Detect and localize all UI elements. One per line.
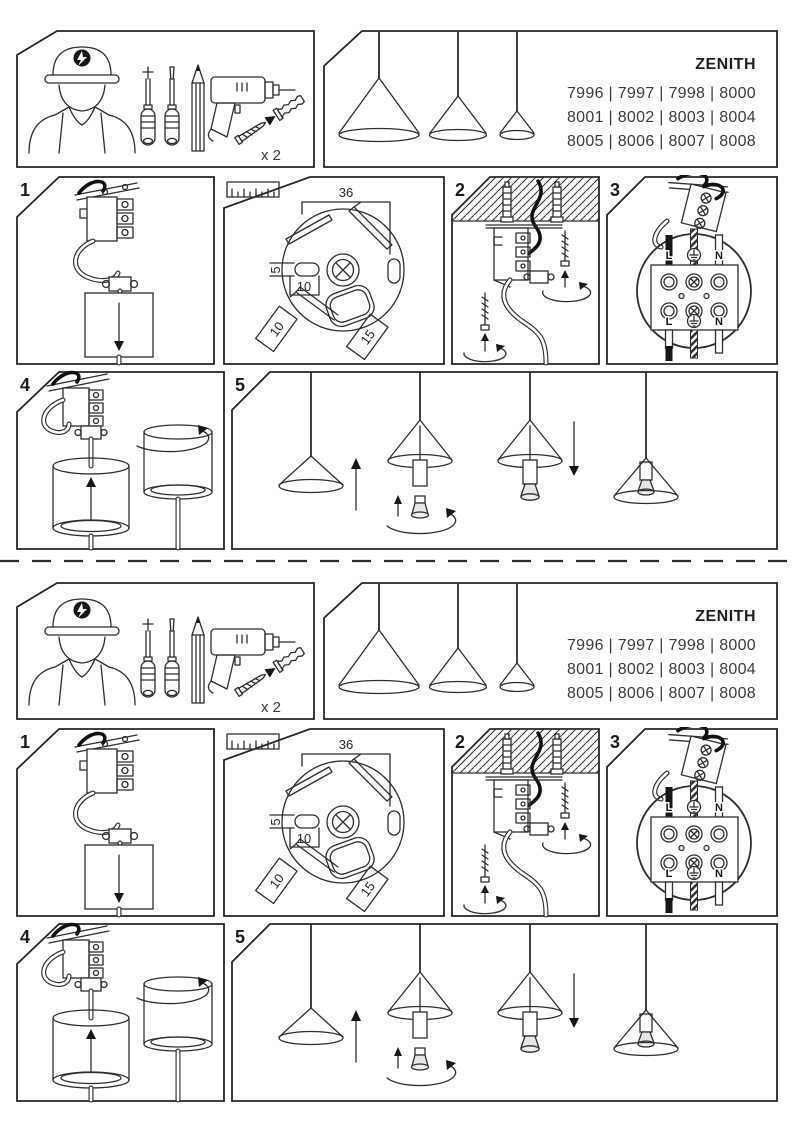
pendant-stage4-assembled xyxy=(614,924,678,1056)
tools-panel xyxy=(15,29,316,169)
step4-number: 4 xyxy=(20,375,31,395)
step2-number: 2 xyxy=(455,732,466,752)
model-numbers-row-1: 7996 | 7997 | 7998 | 8000 xyxy=(566,637,756,654)
dimension-5-label: 5 xyxy=(268,818,283,826)
step4-number: 4 xyxy=(20,927,31,947)
product-name: ZENITH xyxy=(695,56,756,73)
side-oval-hole xyxy=(388,259,400,283)
bracket-mini-icon xyxy=(44,373,109,467)
pendant-lamp-small-icon xyxy=(500,583,534,692)
step5-panel xyxy=(230,370,779,551)
neutral-label-bottom: N xyxy=(715,316,723,328)
model-numbers-row-2: 8001 | 8002 | 8003 | 8004 xyxy=(566,109,756,126)
dimension-5-label: 5 xyxy=(268,266,283,274)
step2-number: 2 xyxy=(455,180,466,200)
mounting-bracket-icon xyxy=(75,182,139,302)
anchor-quantity-label: x 2 xyxy=(261,147,282,164)
step1-panel xyxy=(15,175,216,366)
canopy-cylinder-left xyxy=(53,1010,129,1100)
neutral-wire-out xyxy=(716,882,723,905)
pendant-lamp-medium-icon xyxy=(430,31,487,141)
wall-anchor-right-icon xyxy=(551,734,563,774)
flat-screwdriver-icon xyxy=(165,619,179,697)
live-wire-out xyxy=(666,882,673,900)
side-oval-hole xyxy=(388,811,400,835)
pendant-lamp-small-icon xyxy=(500,31,534,140)
small-slot-left xyxy=(268,263,319,295)
bracket-mini-icon xyxy=(660,175,731,233)
bracket-mini-icon xyxy=(44,925,109,1019)
step5-illustration xyxy=(230,922,779,1103)
step5-number: 5 xyxy=(235,375,246,395)
bracket-on-ceiling-icon xyxy=(486,777,562,839)
mounting-bracket-icon xyxy=(75,734,139,854)
step1-number: 1 xyxy=(20,180,31,200)
step2-illustration xyxy=(450,175,601,366)
step1-panel xyxy=(15,727,216,918)
tools-panel xyxy=(15,581,316,721)
live-label-top: L xyxy=(665,250,673,262)
template-illustration xyxy=(222,175,446,366)
canopy-cylinder-left xyxy=(53,458,129,548)
step3-illustration xyxy=(605,727,779,918)
step4-panel xyxy=(15,370,226,551)
screw-left-with-turn-arrow xyxy=(464,293,506,362)
pencil-icon xyxy=(192,65,204,151)
pendant-stage1 xyxy=(279,372,361,510)
product-name: ZENITH xyxy=(695,608,756,625)
step5-illustration xyxy=(230,370,779,551)
neutral-label-top: N xyxy=(715,802,723,814)
step3-panel xyxy=(605,175,779,366)
neutral-wire-out xyxy=(716,330,723,353)
step3-number: 3 xyxy=(610,732,621,752)
product-panel xyxy=(322,29,779,169)
wall-plug-and-screw-icon xyxy=(234,93,306,146)
template-illustration xyxy=(222,727,446,918)
center-screw-hole xyxy=(327,806,359,838)
small-slot-left xyxy=(268,815,319,847)
earth-icon xyxy=(688,249,701,262)
ceiling-hatch xyxy=(452,177,599,221)
cable-exit-hole xyxy=(323,834,378,882)
live-label-bottom: L xyxy=(665,868,673,880)
neutral-label-top: N xyxy=(715,250,723,262)
electrician-hardhat-icon xyxy=(29,599,135,705)
gu10-bulb-icon xyxy=(412,1048,429,1070)
screw-right-with-turn-arrow xyxy=(543,783,591,854)
dimension-15-rotated xyxy=(347,866,388,911)
step2-illustration xyxy=(450,727,601,918)
pendant-lamp-large-icon xyxy=(339,31,419,142)
pendant-stage3-lower-shade xyxy=(498,372,579,500)
dimension-36-label: 36 xyxy=(338,185,354,200)
earth-icon-bottom xyxy=(688,867,701,880)
step5-panel xyxy=(230,922,779,1103)
dimension-36-label: 36 xyxy=(338,737,354,752)
live-label-bottom: L xyxy=(665,316,673,328)
screw-left-with-turn-arrow xyxy=(464,845,506,914)
step2-panel xyxy=(450,727,601,918)
dimension-10-label: 10 xyxy=(296,831,312,846)
wall-plug-and-screw-icon xyxy=(234,645,306,698)
model-numbers-row-1: 7996 | 7997 | 7998 | 8000 xyxy=(566,85,756,102)
step4-illustration xyxy=(15,370,226,551)
template-panel xyxy=(222,175,446,366)
step4-panel xyxy=(15,922,226,1103)
dimension-10b-label: 10 xyxy=(266,870,288,892)
flat-screwdriver-icon xyxy=(165,67,179,145)
pendant-stage3-lower-shade xyxy=(498,924,579,1052)
product-panel xyxy=(322,581,779,721)
instruction-sheet xyxy=(0,0,793,551)
step3-number: 3 xyxy=(610,180,621,200)
step4-illustration xyxy=(15,922,226,1103)
phillips-screwdriver-icon xyxy=(141,619,155,697)
dimension-10-label: 10 xyxy=(296,279,312,294)
earth-icon-bottom xyxy=(688,315,701,328)
step3-panel xyxy=(605,727,779,918)
model-numbers-row-3: 8005 | 8006 | 8007 | 8008 xyxy=(566,133,756,150)
step2-panel xyxy=(450,175,601,366)
pendant-stage2-insert-bulb xyxy=(387,924,456,1086)
wall-anchor-right-icon xyxy=(551,182,563,222)
anchor-quantity-label: x 2 xyxy=(261,699,282,716)
template-panel xyxy=(222,727,446,918)
neutral-label-bottom: N xyxy=(715,868,723,880)
ruler-icon xyxy=(227,182,279,197)
bracket-on-ceiling-icon xyxy=(486,225,562,287)
electrician-hardhat-icon xyxy=(29,47,135,153)
pendant-lamp-large-icon xyxy=(339,583,419,694)
earth-icon xyxy=(688,801,701,814)
pendant-stage2-insert-bulb xyxy=(387,372,456,534)
step1-illustration xyxy=(15,175,216,366)
dimension-15-rotated xyxy=(347,314,388,359)
live-label-top: L xyxy=(665,802,673,814)
phillips-screwdriver-icon xyxy=(141,67,155,145)
tools-illustration xyxy=(15,581,316,721)
ceiling-hatch xyxy=(452,729,599,773)
dimension-15-label: 15 xyxy=(357,326,379,348)
product-illustration xyxy=(322,29,779,169)
instruction-sheet-copy xyxy=(0,552,793,1103)
screw-right-with-turn-arrow xyxy=(543,231,591,302)
wall-anchor-left-icon xyxy=(501,734,513,774)
dimension-10-rotated xyxy=(256,306,297,351)
dimension-10-rotated xyxy=(256,858,297,903)
wall-anchor-left-icon xyxy=(501,182,513,222)
step5-number: 5 xyxy=(235,927,246,947)
step1-number: 1 xyxy=(20,732,31,752)
earth-wire-out xyxy=(691,330,698,358)
gu10-bulb-icon xyxy=(412,496,429,518)
product-illustration xyxy=(322,581,779,721)
pendant-stage4-assembled xyxy=(614,372,678,504)
dimension-15-label: 15 xyxy=(357,878,379,900)
cable-exit-hole xyxy=(323,282,378,330)
step3-illustration xyxy=(605,175,779,366)
pencil-icon xyxy=(192,617,204,703)
model-numbers-row-3: 8005 | 8006 | 8007 | 8008 xyxy=(566,685,756,702)
dimension-10b-label: 10 xyxy=(266,318,288,340)
tools-illustration xyxy=(15,29,316,169)
pendant-lamp-medium-icon xyxy=(430,583,487,693)
center-screw-hole xyxy=(327,254,359,286)
pendant-stage1 xyxy=(279,924,361,1062)
canopy-cylinder-right-with-turn-arrow xyxy=(137,977,212,1100)
live-wire-out xyxy=(666,330,673,348)
earth-wire-out xyxy=(691,882,698,910)
canopy-cylinder-right-with-turn-arrow xyxy=(137,425,212,548)
ruler-icon xyxy=(227,734,279,749)
bracket-mini-icon xyxy=(660,727,731,785)
step1-illustration xyxy=(15,727,216,918)
model-numbers-row-2: 8001 | 8002 | 8003 | 8004 xyxy=(566,661,756,678)
